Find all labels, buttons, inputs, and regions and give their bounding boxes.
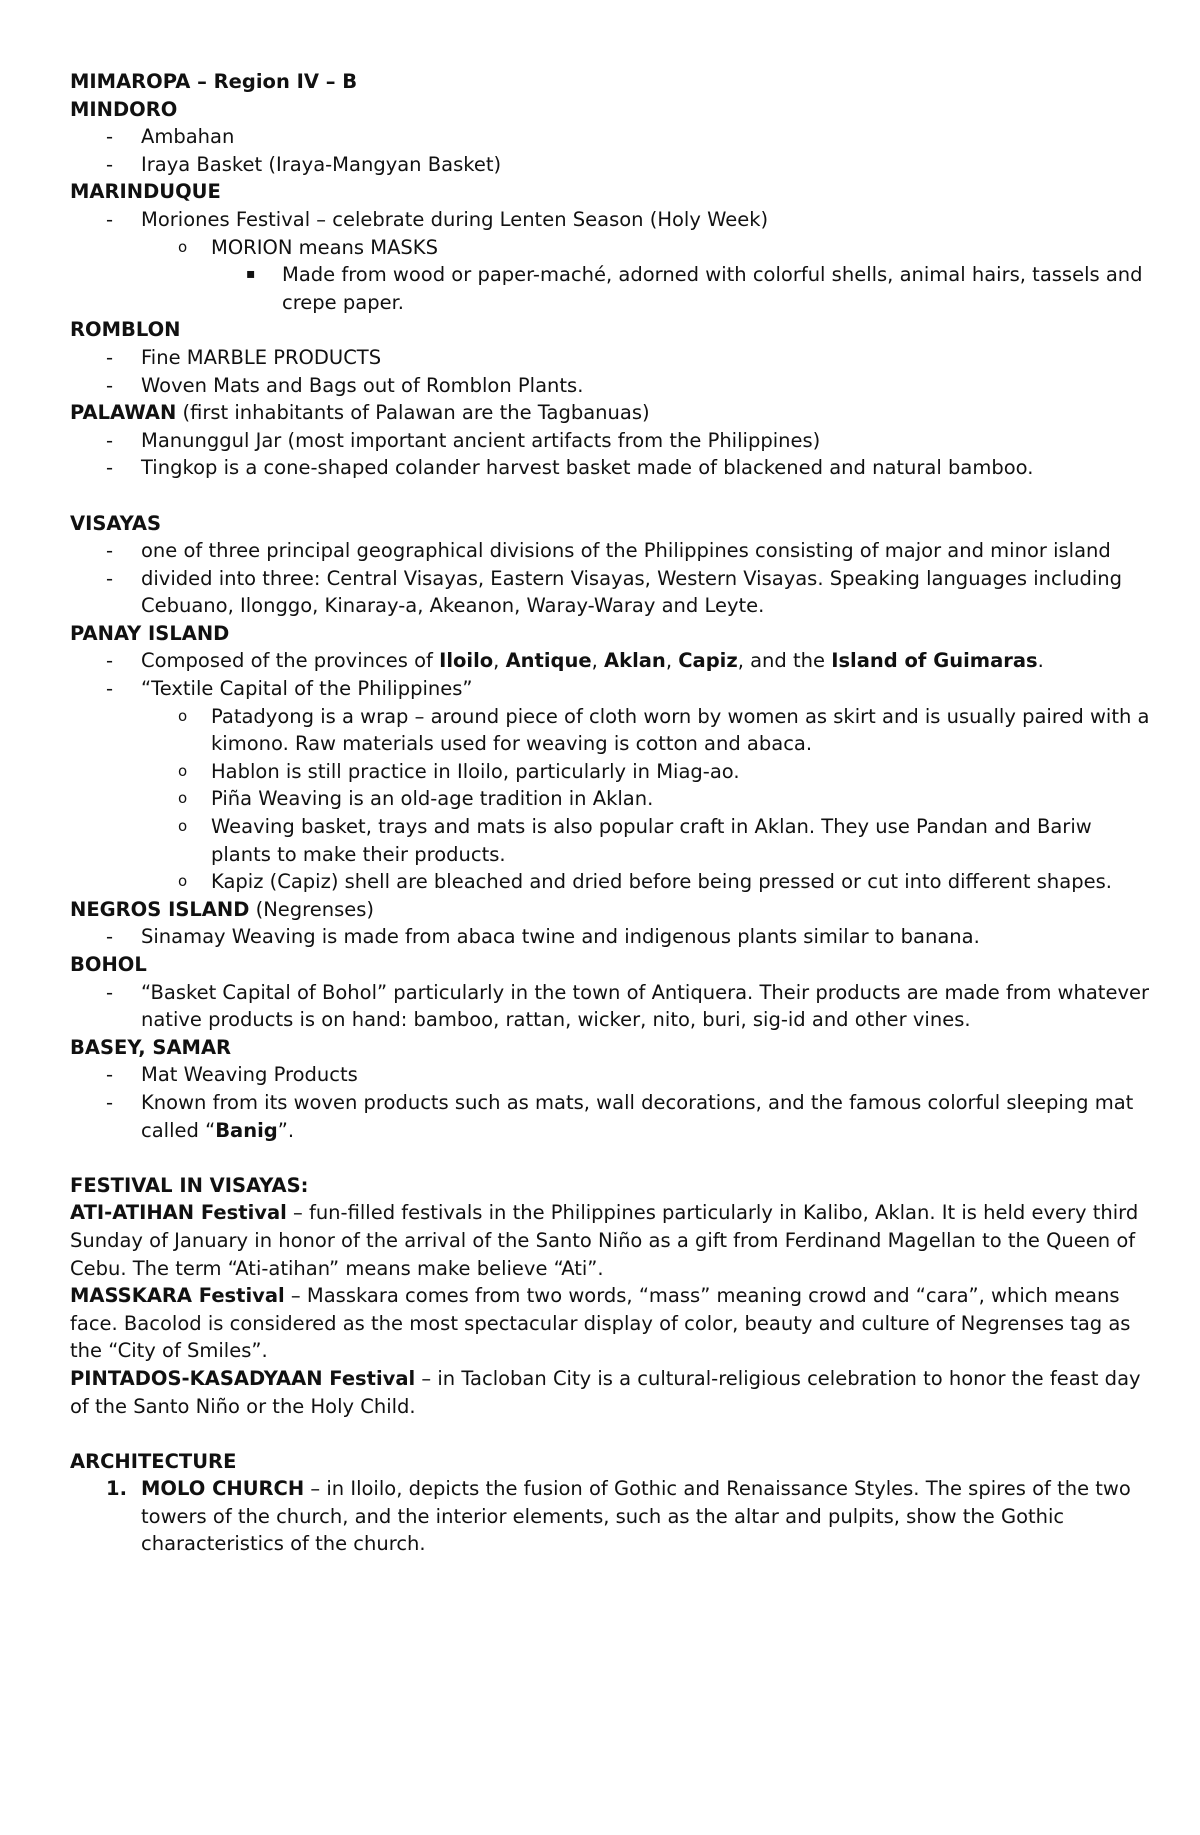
item-number: 1.: [106, 1477, 127, 1501]
list-item: - divided into three: Central Visayas, Eastern Visayas, Western Visayas. Speaking languages including Cebuano, Ilonggo, Kinaray-a, Akeanon, Waray-Waray and Leyte.: [70, 565, 1150, 620]
heading-negros: NEGROS ISLAND: [70, 897, 250, 921]
negros-note: (Negrenses): [249, 897, 375, 921]
building-text: – in Iloilo, depicts the fusion of Gothic and Renaissance Styles. The spires of the two towers of the church, and the interior elements, such as the altar and pulpits, show the Gothic characteristics of the church.: [141, 1477, 1131, 1556]
heading-architecture: ARCHITECTURE: [70, 1449, 237, 1473]
palawan-line: [70, 399, 1150, 427]
festival-text: – fun-filled festivals in the Philippines particularly in Kalibo, Aklan. It is held every third Sunday of January in honor of the arrival of the Santo Niño as a gift from Ferdinand Magellan to the Queen of Cebu. The term “Ati-atihan” means make believe “Ati”.: [70, 1201, 1139, 1280]
sub-list-item: o Weaving basket, trays and mats is also popular craft in Aklan. They use Pandan and Bariw plants to make their products.: [70, 813, 1150, 868]
banig-term: Banig: [215, 1118, 278, 1142]
list-item: - Sinamay Weaving is made from abaca twine and indigenous plants similar to banana.: [70, 923, 1150, 951]
sub-sub-list-item: ▪ Made from wood or paper-maché, adorned with colorful shells, animal hairs, tassels and crepe paper.: [70, 261, 1150, 316]
list-item: - Woven Mats and Bags out of Romblon Plants.: [70, 372, 1150, 400]
heading-palawan: PALAWAN: [70, 401, 177, 425]
text: Known from its woven products such as mats, wall decorations, and the famous colorful sleeping mat called “: [141, 1090, 1134, 1142]
document-body: [70, 68, 1150, 1558]
list-item: - Manunggul Jar (most important ancient artifacts from the Philippines): [70, 427, 1150, 455]
region-title: MIMAROPA – Region IV – B: [70, 70, 358, 93]
festival-text: – Masskara comes from two words, “mass” meaning crowd and “cara”, which means face. Bacolod is considered as the most spectacular display of color, beauty and culture of Negrenses tag as the “City of Smiles”.: [70, 1284, 1131, 1363]
list-item: [70, 1089, 1150, 1144]
festival-name: PINTADOS-KASADYAAN Festival: [70, 1366, 416, 1390]
list-item: - “Textile Capital of the Philippines”: [70, 675, 1150, 703]
text: ,: [665, 649, 679, 673]
heading-bohol: BOHOL: [70, 953, 147, 976]
spacer: [70, 1144, 1150, 1172]
province: Capiz: [678, 649, 738, 673]
list-item: - Fine MARBLE PRODUCTS: [70, 344, 1150, 372]
building-name: MOLO CHURCH: [141, 1477, 305, 1501]
festival-name: ATI-ATIHAN Festival: [70, 1201, 287, 1225]
festival-text: – in Tacloban City is a cultural-religious celebration to honor the feast day of the Santo Niño or the Holy Child.: [70, 1366, 1141, 1418]
text: ,: [591, 649, 605, 673]
list-item: - Mat Weaving Products: [70, 1061, 1150, 1089]
sub-list-item: o Hablon is still practice in Iloilo, particularly in Miag-ao.: [70, 758, 1150, 786]
heading-basey: BASEY, SAMAR: [70, 1035, 232, 1059]
heading-festivals: FESTIVAL IN VISAYAS:: [70, 1173, 309, 1197]
heading-panay: PANAY ISLAND: [70, 621, 230, 645]
sub-list-item: o Patadyong is a wrap – around piece of cloth worn by women as skirt and is usually paired with a kimono. Raw materials used for weaving is cotton and abaca.: [70, 703, 1150, 758]
province: Iloilo: [439, 649, 494, 673]
text: Composed of the provinces of: [141, 649, 440, 673]
text: , and the: [737, 649, 832, 673]
list-item: - Moriones Festival – celebrate during Lenten Season (Holy Week): [70, 206, 1150, 234]
numbered-item: [70, 1475, 1150, 1558]
text: ,: [493, 649, 506, 673]
palawan-note: (first inhabitants of Palawan are the Tagbanuas): [176, 401, 650, 425]
heading-visayas: VISAYAS: [70, 511, 162, 535]
festival-entry: [70, 1199, 1150, 1282]
negros-line: [70, 896, 1150, 924]
heading-mindoro: MINDORO: [70, 97, 178, 121]
text: .: [1037, 649, 1044, 673]
heading-marinduque: MARINDUQUE: [70, 180, 221, 204]
province: Island of Guimaras: [831, 649, 1038, 673]
heading-romblon: ROMBLON: [70, 318, 181, 342]
list-item: - one of three principal geographical divisions of the Philippines consisting of major and minor island: [70, 537, 1150, 565]
festival-name: MASSKARA Festival: [70, 1284, 285, 1308]
province: Antique: [505, 649, 592, 673]
spacer: [70, 482, 1150, 510]
sub-list-item: o Piña Weaving is an old-age tradition in Aklan.: [70, 785, 1150, 813]
list-item: - “Basket Capital of Bohol” particularly in the town of Antiquera. Their products are made from whatever native products is on hand: bamboo, rattan, wicker, nito, buri, sig-id and other vines.: [70, 979, 1150, 1034]
sub-list-item: o Kapiz (Capiz) shell are bleached and dried before being pressed or cut into different shapes.: [70, 868, 1150, 896]
list-item: [70, 647, 1150, 675]
sub-list-item: o MORION means MASKS: [70, 234, 1150, 262]
list-item: - Tingkop is a cone-shaped colander harvest basket made of blackened and natural bamboo.: [70, 454, 1150, 482]
text: ”.: [277, 1118, 295, 1142]
province: Aklan: [604, 649, 666, 673]
festival-entry: [70, 1365, 1150, 1420]
list-item: - Ambahan: [70, 123, 1150, 151]
spacer: [70, 1420, 1150, 1448]
list-item: - Iraya Basket (Iraya-Mangyan Basket): [70, 151, 1150, 179]
festival-entry: [70, 1282, 1150, 1365]
